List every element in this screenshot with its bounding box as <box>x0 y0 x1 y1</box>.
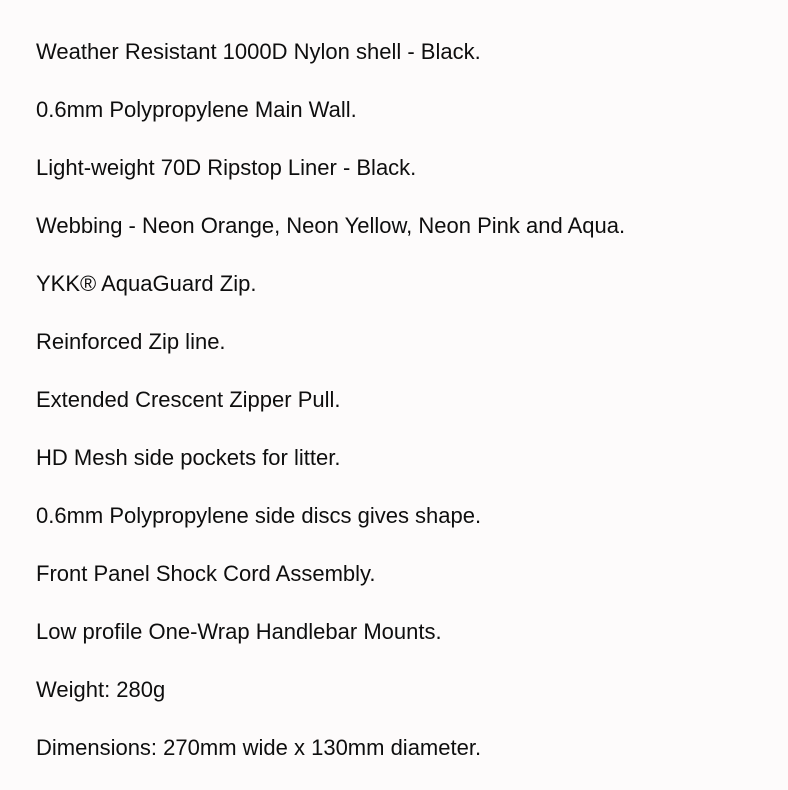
spec-main-wall: 0.6mm Polypropylene Main Wall. <box>36 97 357 122</box>
spec-weight: Weight: 280g <box>36 677 166 702</box>
spec-zip: YKK® AquaGuard Zip. <box>36 271 257 296</box>
spec-list <box>36 36 776 790</box>
spec-zipper-pull: Extended Crescent Zipper Pull. <box>36 387 341 412</box>
spec-webbing: Webbing - Neon Orange, Neon Yellow, Neon Pink and Aqua. <box>36 213 626 238</box>
spec-liner: Light-weight 70D Ripstop Liner - Black. <box>36 155 417 180</box>
spec-dimensions: Dimensions: 270mm wide x 130mm diameter. <box>36 735 482 760</box>
spec-handlebar-mounts: Low profile One-Wrap Handlebar Mounts. <box>36 619 442 644</box>
spec-side-discs: 0.6mm Polypropylene side discs gives shape. <box>36 503 482 528</box>
spec-shock-cord: Front Panel Shock Cord Assembly. <box>36 561 376 586</box>
spec-shell: Weather Resistant 1000D Nylon shell - Black. <box>36 39 481 64</box>
spec-mesh-pockets: HD Mesh side pockets for litter. <box>36 445 341 470</box>
spec-zip-line: Reinforced Zip line. <box>36 329 226 354</box>
